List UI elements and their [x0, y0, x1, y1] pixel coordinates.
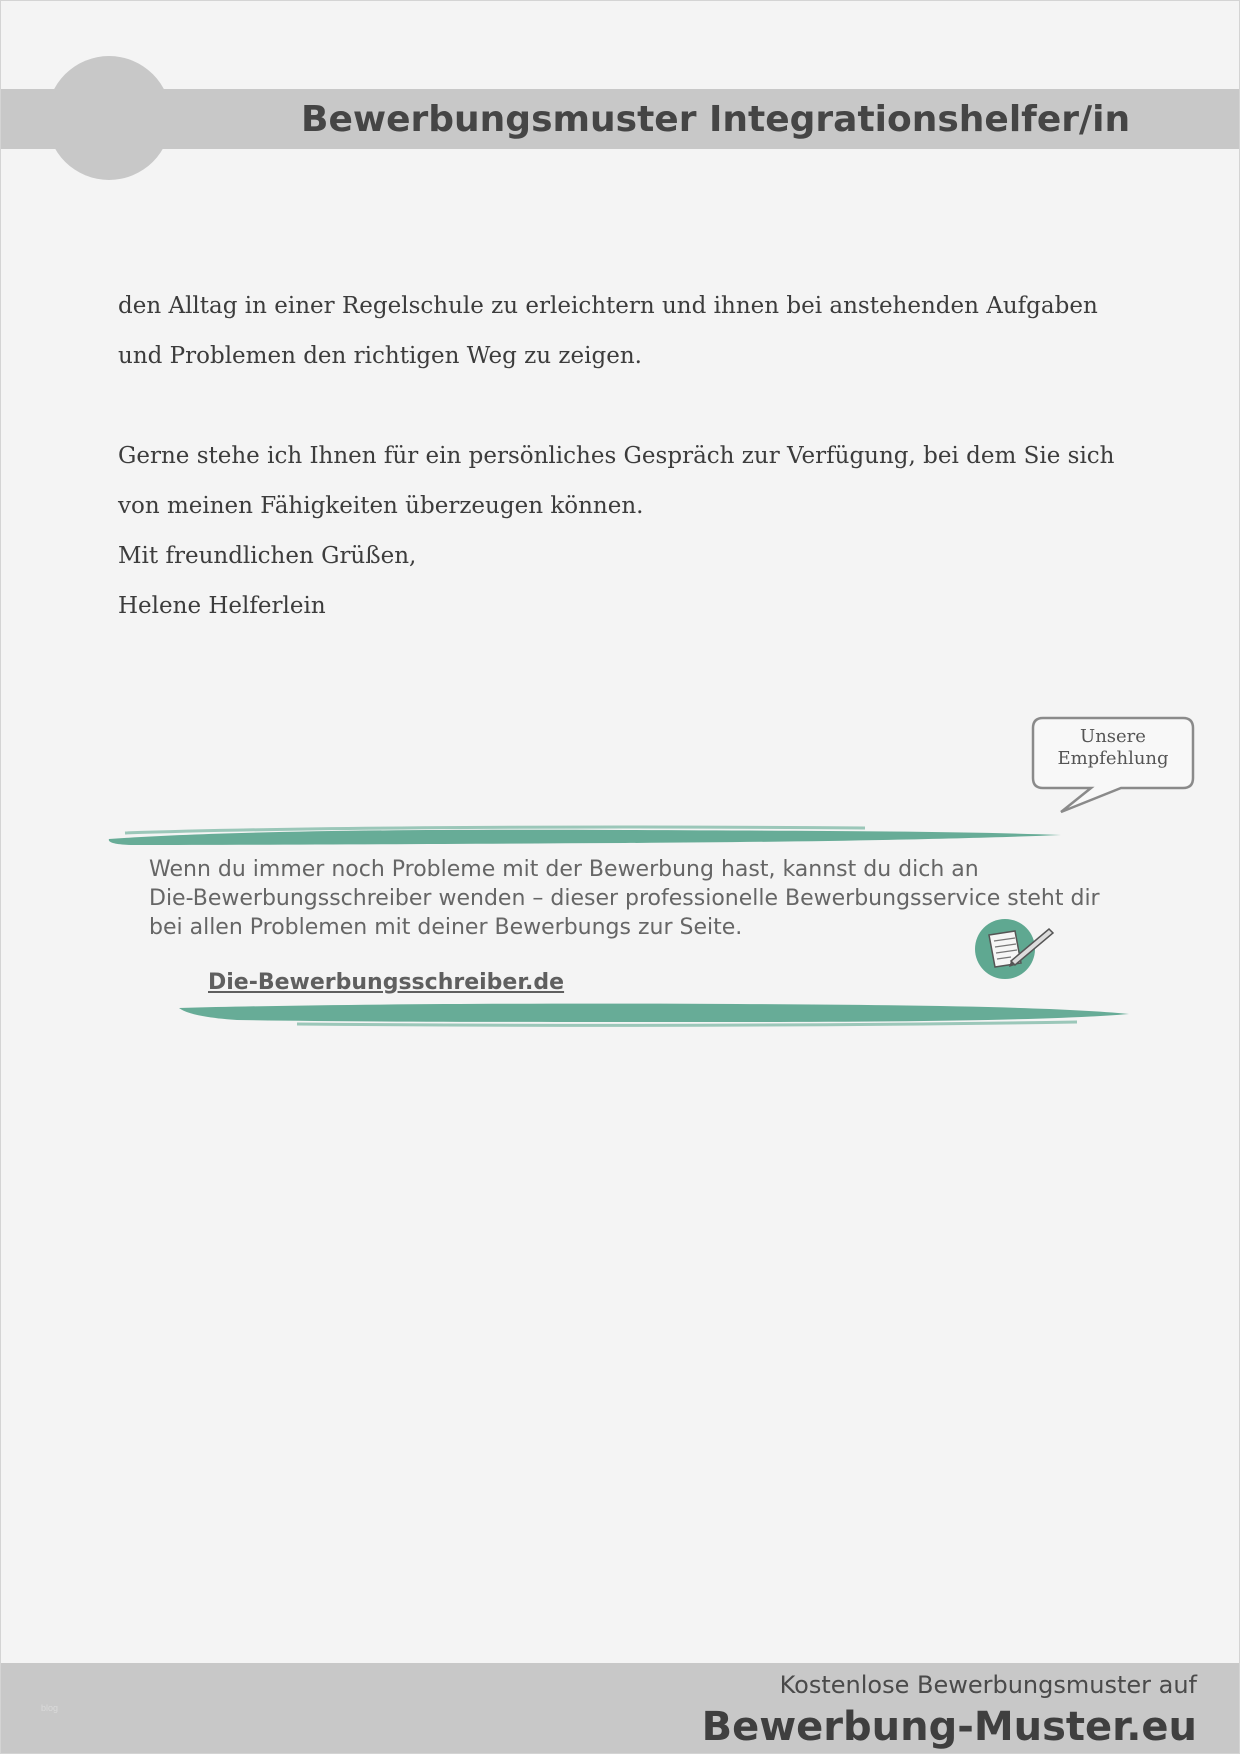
letter-line: den Alltag in einer Regelschule zu erleichtern und ihnen bei anstehenden Aufgaben: [118, 293, 1098, 319]
letter-line: Gerne stehe ich Ihnen für ein persönliches Gespräch zur Verfügung, bei dem Sie sich: [118, 443, 1115, 469]
bubble-line: Empfehlung: [1057, 748, 1169, 769]
header-circle-decoration: [47, 56, 171, 180]
footer-tagline: Kostenlose Bewerbungsmuster auf: [779, 1671, 1197, 1699]
bubble-line: Unsere: [1080, 726, 1146, 747]
letter-line: von meinen Fähigkeiten überzeugen können.: [118, 493, 644, 519]
letter-line: und Problemen den richtigen Weg zu zeigen.: [118, 343, 642, 369]
recommendation-line: Die-Bewerbungsschreiber wenden – dieser professionelle Bewerbungsservice steht dir: [149, 886, 1100, 911]
letter-body: [118, 281, 1138, 631]
brush-stroke-top: [105, 823, 1065, 849]
letter-closing: Mit freundlichen Grüßen,: [118, 543, 417, 569]
recommendation-text: [149, 855, 1109, 942]
footer-site-name: Bewerbung-Muster.eu: [701, 1704, 1197, 1750]
footer-watermark: blog: [41, 1703, 59, 1713]
recommendation-line: Wenn du immer noch Probleme mit der Bewerbung hast, kannst du dich an: [149, 857, 979, 882]
letter-signature: Helene Helferlein: [118, 593, 326, 619]
bewerbungsschreiber-link[interactable]: Die-Bewerbungsschreiber.de: [208, 970, 565, 995]
recommendation-speech-bubble: [1031, 716, 1195, 816]
page-title: Bewerbungsmuster Integrationshelfer/in: [301, 99, 1131, 140]
document-pen-icon: [971, 917, 1055, 979]
brush-stroke-bottom: [177, 1000, 1133, 1028]
recommendation-line: bei allen Problemen mit deiner Bewerbungs zur Seite.: [149, 915, 743, 940]
